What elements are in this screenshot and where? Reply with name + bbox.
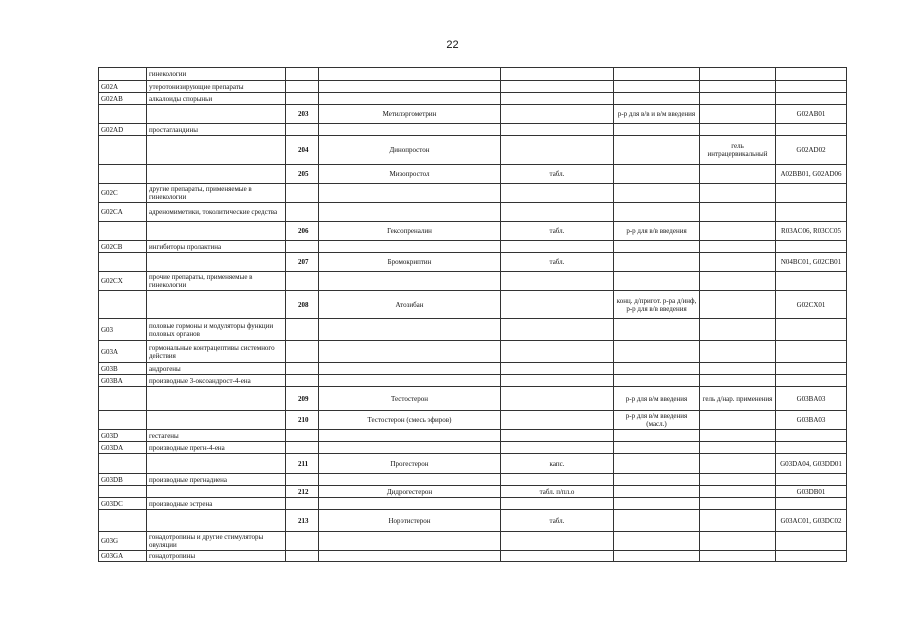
drug-name-cell [319,81,501,93]
table-row [99,341,847,363]
atc-group-code-cell [99,222,147,241]
other-form-cell [700,165,776,184]
atc-group-code-cell [99,291,147,319]
other-form-cell [700,474,776,486]
table-row [99,81,847,93]
item-number-cell [286,203,319,222]
item-number-cell: 210 [286,411,319,430]
group-name-cell: гестагены [147,430,286,442]
item-number-cell [286,498,319,510]
dosage-form-cell [501,430,614,442]
atc-group-code-cell: G03G [99,532,147,551]
atc-group-code-cell: G03GA [99,551,147,562]
injection-form-cell: р-р для в/в введения [614,222,700,241]
table-row [99,411,847,430]
other-form-cell [700,222,776,241]
atc-code-cell: R03AC06, R03CC05 [776,222,847,241]
drug-name-cell [319,272,501,291]
item-number-cell: 203 [286,105,319,124]
atc-code-cell [776,474,847,486]
other-form-cell [700,291,776,319]
item-number-cell [286,442,319,454]
dosage-form-cell: табл. [501,510,614,532]
item-number-cell [286,430,319,442]
atc-group-code-cell [99,105,147,124]
table-row [99,363,847,375]
dosage-form-cell [501,319,614,341]
other-form-cell [700,375,776,387]
atc-group-code-cell [99,486,147,498]
group-name-cell: гонадотропины [147,551,286,562]
dosage-form-cell [501,498,614,510]
other-form-cell [700,81,776,93]
drug-name-cell [319,363,501,375]
item-number-cell: 206 [286,222,319,241]
drug-name-cell [319,375,501,387]
injection-form-cell [614,93,700,105]
item-number-cell: 204 [286,136,319,165]
group-name-cell: другие препараты, применяемые в гинекологии [147,184,286,203]
injection-form-cell [614,241,700,253]
other-form-cell [700,411,776,430]
table-row [99,124,847,136]
atc-code-cell: G03DB01 [776,486,847,498]
other-form-cell [700,253,776,272]
table-row [99,203,847,222]
drug-name-cell: Тестостерон [319,387,501,411]
other-form-cell [700,105,776,124]
atc-group-code-cell: G03DC [99,498,147,510]
atc-group-code-cell: G02A [99,81,147,93]
group-name-cell: производные прегнадиена [147,474,286,486]
drug-name-cell [319,551,501,562]
drug-name-cell [319,68,501,81]
other-form-cell [700,241,776,253]
atc-code-cell: G03BA03 [776,387,847,411]
drug-name-cell: Дидрогестерон [319,486,501,498]
atc-group-code-cell: G03D [99,430,147,442]
group-name-cell: производные 3-оксоандрост-4-ена [147,375,286,387]
dosage-form-cell [501,411,614,430]
table-row [99,442,847,454]
injection-form-cell [614,124,700,136]
table-row [99,272,847,291]
dosage-form-cell [501,272,614,291]
group-name-cell [147,136,286,165]
atc-code-cell [776,184,847,203]
atc-group-code-cell: G02C [99,184,147,203]
drug-name-cell [319,203,501,222]
injection-form-cell [614,510,700,532]
injection-form-cell [614,442,700,454]
drug-name-cell: Динопростон [319,136,501,165]
drug-name-cell [319,184,501,203]
table-row [99,253,847,272]
dosage-form-cell [501,387,614,411]
item-number-cell: 208 [286,291,319,319]
atc-code-cell: G03AC01, G03DC02 [776,510,847,532]
atc-group-code-cell [99,411,147,430]
table-row [99,105,847,124]
atc-code-cell: A02BB01, G02AD06 [776,165,847,184]
other-form-cell [700,93,776,105]
atc-code-cell: G02AB01 [776,105,847,124]
other-form-cell [700,124,776,136]
group-name-cell: производные прегн-4-ена [147,442,286,454]
atc-group-code-cell: G02AB [99,93,147,105]
group-name-cell: андрогены [147,363,286,375]
other-form-cell: гель интрацервикальный [700,136,776,165]
dosage-form-cell: табл. п/пл.о [501,486,614,498]
other-form-cell [700,184,776,203]
drug-name-cell [319,442,501,454]
dosage-form-cell [501,241,614,253]
dosage-form-cell [501,341,614,363]
atc-group-code-cell: G03DB [99,474,147,486]
injection-form-cell [614,363,700,375]
atc-group-code-cell [99,510,147,532]
table-row [99,510,847,532]
item-number-cell: 212 [286,486,319,498]
other-form-cell [700,430,776,442]
other-form-cell [700,454,776,474]
group-name-cell: утеротонизирующие препараты [147,81,286,93]
dosage-form-cell [501,184,614,203]
dosage-form-cell [501,124,614,136]
other-form-cell [700,203,776,222]
drug-name-cell [319,319,501,341]
atc-code-cell [776,442,847,454]
atc-code-cell: G02CX01 [776,291,847,319]
table-row [99,498,847,510]
atc-group-code-cell [99,387,147,411]
item-number-cell [286,241,319,253]
injection-form-cell [614,319,700,341]
item-number-cell [286,551,319,562]
drug-table [98,67,847,562]
dosage-form-cell: табл. [501,253,614,272]
atc-group-code-cell [99,454,147,474]
atc-group-code-cell [99,68,147,81]
atc-code-cell [776,81,847,93]
other-form-cell [700,272,776,291]
table-row [99,551,847,562]
group-name-cell: прочие препараты, применяемые в гинекологии [147,272,286,291]
page-number: 22 [446,39,459,51]
other-form-cell: гель д/нар. применения [700,387,776,411]
drug-name-cell: Мизопростол [319,165,501,184]
injection-form-cell [614,341,700,363]
table-row [99,430,847,442]
injection-form-cell [614,68,700,81]
item-number-cell: 211 [286,454,319,474]
atc-group-code-cell: G02AD [99,124,147,136]
table-row [99,165,847,184]
other-form-cell [700,68,776,81]
dosage-form-cell [501,93,614,105]
group-name-cell [147,105,286,124]
group-name-cell: производные эстрена [147,498,286,510]
other-form-cell [700,532,776,551]
injection-form-cell [614,430,700,442]
item-number-cell: 213 [286,510,319,532]
group-name-cell [147,387,286,411]
item-number-cell [286,184,319,203]
other-form-cell [700,510,776,532]
dosage-form-cell [501,291,614,319]
injection-form-cell: р-р для в/в и в/м введения [614,105,700,124]
atc-code-cell [776,551,847,562]
item-number-cell: 207 [286,253,319,272]
drug-name-cell: Гексопреналин [319,222,501,241]
dosage-form-cell [501,136,614,165]
injection-form-cell: р-р для в/м введения [614,387,700,411]
drug-name-cell [319,241,501,253]
dosage-form-cell [501,68,614,81]
injection-form-cell [614,184,700,203]
atc-code-cell [776,68,847,81]
group-name-cell [147,486,286,498]
injection-form-cell: р-р для в/м введения (масл.) [614,411,700,430]
drug-name-cell: Метилэргометрин [319,105,501,124]
drug-name-cell [319,532,501,551]
table-row [99,68,847,81]
atc-group-code-cell: G03B [99,363,147,375]
atc-code-cell [776,124,847,136]
other-form-cell [700,442,776,454]
item-number-cell [286,68,319,81]
atc-code-cell [776,363,847,375]
drug-name-cell [319,124,501,136]
injection-form-cell [614,165,700,184]
injection-form-cell [614,474,700,486]
atc-code-cell [776,319,847,341]
table-row [99,93,847,105]
group-name-cell [147,253,286,272]
injection-form-cell [614,136,700,165]
group-name-cell: алкалоиды спорыньи [147,93,286,105]
dosage-form-cell [501,363,614,375]
atc-code-cell [776,241,847,253]
atc-group-code-cell: G02CX [99,272,147,291]
dosage-form-cell [501,532,614,551]
atc-code-cell [776,532,847,551]
group-name-cell [147,411,286,430]
atc-group-code-cell: G03 [99,319,147,341]
table-row [99,486,847,498]
atc-code-cell [776,498,847,510]
item-number-cell [286,81,319,93]
atc-code-cell [776,272,847,291]
injection-form-cell [614,253,700,272]
atc-code-cell [776,341,847,363]
atc-code-cell: G03DA04, G03DD01 [776,454,847,474]
atc-code-cell [776,203,847,222]
group-name-cell [147,510,286,532]
item-number-cell: 209 [286,387,319,411]
other-form-cell [700,363,776,375]
atc-group-code-cell [99,253,147,272]
injection-form-cell: конц. д/пригот. р-ра д/инф, р-р для в/в введения [614,291,700,319]
dosage-form-cell [501,105,614,124]
drug-name-cell [319,430,501,442]
atc-group-code-cell [99,136,147,165]
drug-name-cell [319,474,501,486]
drug-name-cell: Норэтистерон [319,510,501,532]
group-name-cell: половые гормоны и модуляторы функции половых органов [147,319,286,341]
table-row [99,454,847,474]
injection-form-cell [614,532,700,551]
item-number-cell [286,363,319,375]
item-number-cell [286,124,319,136]
group-name-cell: адреномиметики, токолитические средства [147,203,286,222]
other-form-cell [700,498,776,510]
group-name-cell [147,165,286,184]
dosage-form-cell [501,81,614,93]
atc-group-code-cell [99,165,147,184]
atc-group-code-cell: G02CB [99,241,147,253]
group-name-cell: гормональные контрацептивы системного действия [147,341,286,363]
injection-form-cell [614,203,700,222]
injection-form-cell [614,272,700,291]
table-row [99,387,847,411]
injection-form-cell [614,498,700,510]
group-name-cell [147,222,286,241]
drug-name-cell: Атозибан [319,291,501,319]
item-number-cell [286,375,319,387]
atc-group-code-cell: G02CA [99,203,147,222]
dosage-form-cell [501,551,614,562]
drug-name-cell [319,93,501,105]
group-name-cell: гонадотропины и другие стимуляторы овуляции [147,532,286,551]
table-row [99,532,847,551]
table-row [99,222,847,241]
other-form-cell [700,486,776,498]
drug-name-cell [319,341,501,363]
group-name-cell: гинекологии [147,68,286,81]
atc-code-cell [776,430,847,442]
atc-group-code-cell: G03A [99,341,147,363]
item-number-cell: 205 [286,165,319,184]
dosage-form-cell: капс. [501,454,614,474]
drug-name-cell: Бромокриптин [319,253,501,272]
table-row [99,291,847,319]
atc-group-code-cell: G03BA [99,375,147,387]
injection-form-cell [614,454,700,474]
drug-name-cell: Прогестерон [319,454,501,474]
item-number-cell [286,319,319,341]
group-name-cell [147,291,286,319]
item-number-cell [286,341,319,363]
atc-code-cell: N04BC01, G02CB01 [776,253,847,272]
atc-group-code-cell: G03DA [99,442,147,454]
group-name-cell: ингибиторы пролактина [147,241,286,253]
item-number-cell [286,532,319,551]
atc-code-cell [776,375,847,387]
atc-code-cell: G03BA03 [776,411,847,430]
table-row [99,319,847,341]
item-number-cell [286,474,319,486]
injection-form-cell [614,81,700,93]
drug-name-cell: Тестостерон (смесь эфиров) [319,411,501,430]
dosage-form-cell [501,442,614,454]
item-number-cell [286,93,319,105]
table-row [99,241,847,253]
other-form-cell [700,341,776,363]
group-name-cell [147,454,286,474]
injection-form-cell [614,551,700,562]
dosage-form-cell [501,203,614,222]
dosage-form-cell: табл. [501,165,614,184]
atc-code-cell: G02AD02 [776,136,847,165]
dosage-form-cell [501,375,614,387]
group-name-cell: простагландины [147,124,286,136]
table-body [99,68,847,562]
injection-form-cell [614,375,700,387]
table-row [99,474,847,486]
table-row [99,184,847,203]
injection-form-cell [614,486,700,498]
item-number-cell [286,272,319,291]
dosage-form-cell: табл. [501,222,614,241]
drug-name-cell [319,498,501,510]
atc-code-cell [776,93,847,105]
table-row [99,375,847,387]
table-row [99,136,847,165]
other-form-cell [700,319,776,341]
other-form-cell [700,551,776,562]
dosage-form-cell [501,474,614,486]
